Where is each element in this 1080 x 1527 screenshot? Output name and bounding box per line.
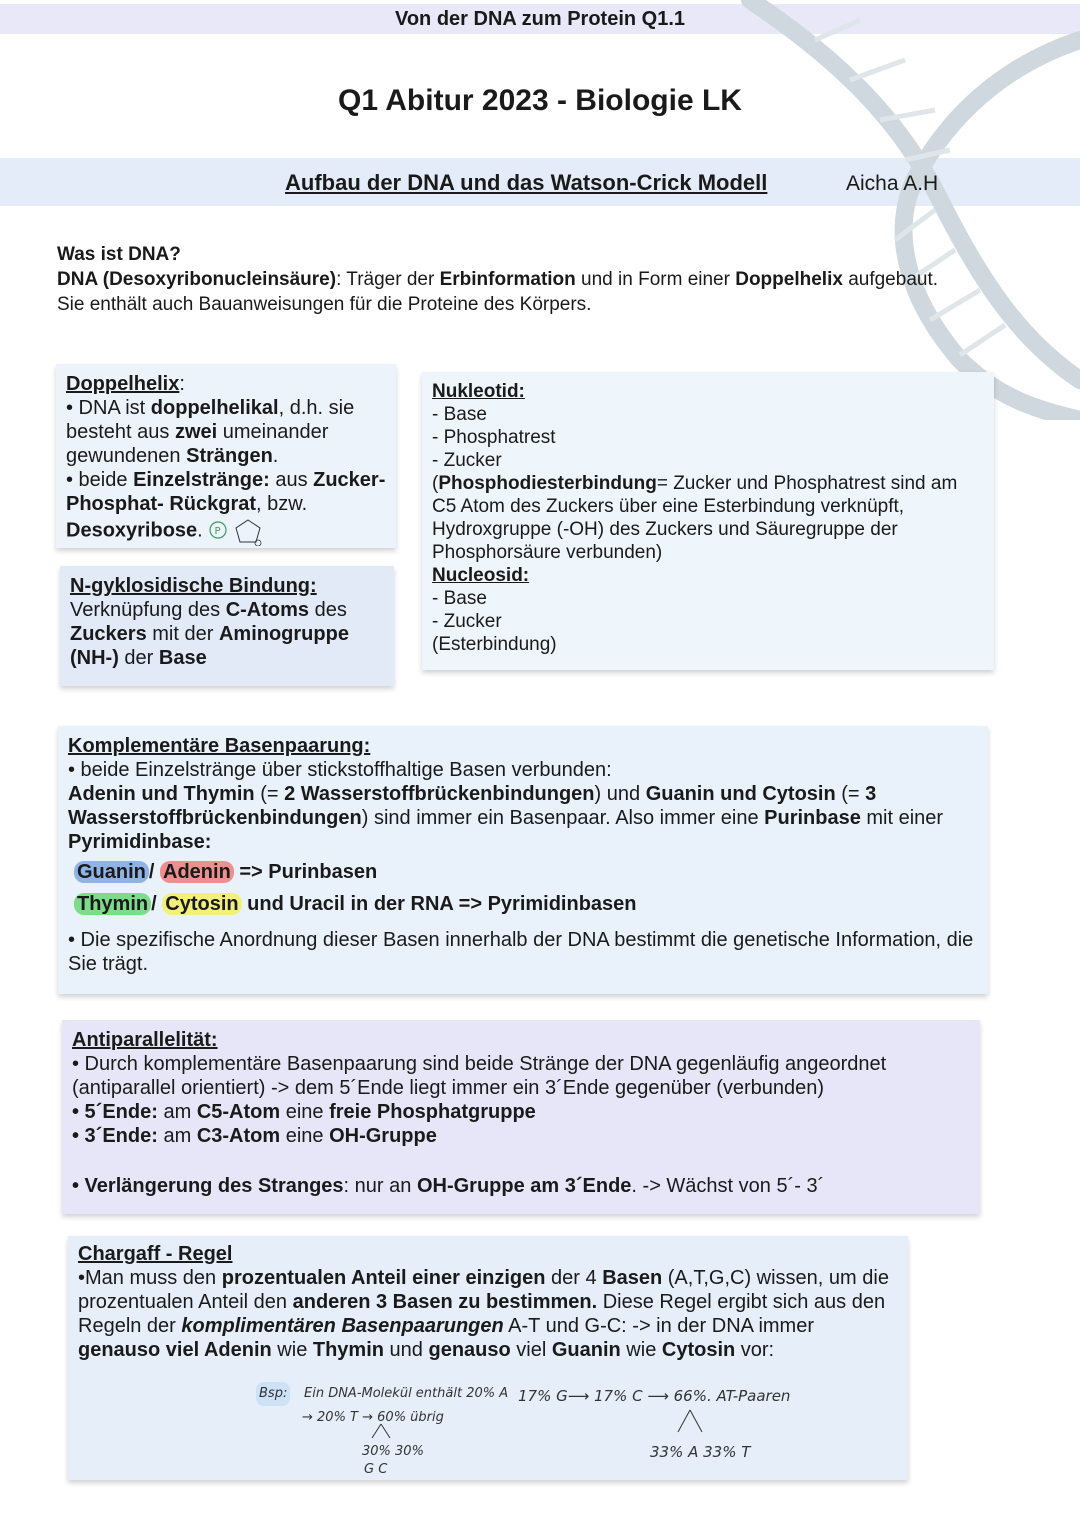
list-item: - Base (432, 588, 487, 609)
example-line-2: → 20% T → 60% übrig (302, 1410, 444, 1425)
antiparallel-heading: Antiparallelität: (72, 1029, 218, 1051)
intro-question: Was ist DNA? (57, 244, 181, 265)
example-line-3: 30% 30% (362, 1444, 424, 1459)
list-item: - Zucker (432, 611, 502, 632)
list-item: - Base (432, 404, 487, 425)
antiparallel-box: Antiparallelität: • Durch komplementäre Basenpaarung sind beide Stränge der DNA gegenläufig angeordnet (antiparallel orientiert) -> dem 5´Ende liegt immer ein 3´Ende gegenüber (verbunden) • 5´Ende: am C5-Atom eine freie Phosphatgruppe • 3´Ende: am C3-Atom eine OH-Gruppe • Verlängerung des Stranges: nur an OH-Gruppe am 3´Ende. -> Wächst von 5´- 3´ (62, 1020, 980, 1214)
chargaff-heading: Chargaff - Regel (78, 1243, 233, 1265)
example-line-6: 33% A 33% T (650, 1443, 751, 1461)
list-item: (Esterbindung) (432, 634, 557, 655)
guanin-highlight: Guanin (74, 861, 149, 883)
doppelhelix-heading: Doppelhelix (66, 373, 180, 395)
dna-helix-decoration (720, 0, 1080, 420)
split-arrow-icon-2 (670, 1408, 710, 1436)
nukleotid-heading: Nukleotid: (432, 381, 525, 402)
intro-paragraph: Was ist DNA? DNA (Desoxyribonucleinsäure): Träger der Erbinformation und in Form einer Doppelhelix aufgebaut. Sie enthält auch Bauanweisungen für die Proteine des Körpers. (57, 244, 939, 315)
adenin-highlight: Adenin (160, 861, 234, 883)
doppelhelix-box: Doppelhelix: • DNA ist doppelhelikal, d.h. sie besteht aus zwei umeinander gewundenen Strängen. • beide Einzelstränge: aus Zucker-Phosphat- Rückgrat, bzw. Desoxyribose. P (56, 364, 396, 548)
glykosid-heading: N-gyklosidische Bindung: (70, 575, 317, 597)
author: Aicha A.H (846, 172, 939, 195)
sketch-p-label: P (214, 526, 221, 537)
nucleosid-heading: Nucleosid: (432, 565, 530, 586)
thymin-highlight: Thymin (74, 893, 151, 915)
example-line-5: 17% G⟶ 17% C ⟶ 66%. AT-Paaren (518, 1387, 791, 1405)
example-line-4: G C (364, 1462, 388, 1477)
basenpaarung-box: Komplementäre Basenpaarung: • beide Einzelstränge über stickstoffhaltige Basen verbunden: Adenin und Thymin (= 2 Wasserstoffbrückenbindungen) und Guanin und Cytosin (= 3 Wasserstoffbrückenbindungen) sind immer ein Basenpaar. Also immer eine Purinbase mit einer Pyrimidinbase: Guanin / Adenin => Purinbasen Thymin / Cytosin und Uracil in der RNA => Pyrimidinbasen • Die spezifische Anordnung dieser Basen innerhalb der DNA bestimmt die genetische Information, die Sie trägt. (58, 726, 988, 994)
glykosid-box: N-gyklosidische Bindung: Verknüpfung des C-Atoms des Zuckers mit der Aminogruppe (NH-) der Base (60, 566, 394, 686)
header-title: Von der DNA zum Protein Q1.1 (394, 8, 686, 30)
list-item: - Zucker (432, 450, 502, 471)
basenpaarung-heading: Komplementäre Basenpaarung: (68, 735, 371, 757)
nukleotid-box: Nukleotid: - Base - Phosphatrest - Zucker (Phosphodiesterbindung= Zucker und Phosphatrest sind am C5 Atom des Zuckers über eine Esterbindung verknüpft, Hydroxgruppe (-OH) des Zuckers und Säuregruppe der Phosphorsäure verbunden) Nucleosid: - Base - Zucker (Esterbindung) (422, 372, 994, 670)
section-title: Aufbau der DNA und das Watson-Crick Modell (285, 170, 768, 195)
example-label: Bsp: (256, 1382, 290, 1406)
page-title: Q1 Abitur 2023 - Biologie LK (338, 84, 742, 117)
cytosin-highlight: Cytosin (162, 893, 241, 915)
example-line-1: Ein DNA-Molekül enthält 20% A (304, 1386, 509, 1401)
sugar-phosphate-sketch-icon (208, 516, 284, 546)
list-item: - Phosphatrest (432, 427, 556, 448)
split-arrow-icon (366, 1422, 396, 1440)
chargaff-box: Chargaff - Regel •Man muss den prozentualen Anteil einer einzigen der 4 Basen (A,T,G,C) wissen, um die prozentualen Anteil den anderen 3 Basen zu bestimmen. Diese Regel ergibt sich aus den Regeln der komplimentären Basenpaarungen A-T und G-C: -> in der DNA immer genauso viel Adenin wie Thymin und genauso viel Guanin wie Cytosin vor: Bsp: Ein DNA-Molekül enthält 20% A → 20% T → 60% übrig 30% 30% G C 17% G⟶ 17% C ⟶ 66%. AT-Paaren 33% A 33% T (68, 1236, 908, 1480)
